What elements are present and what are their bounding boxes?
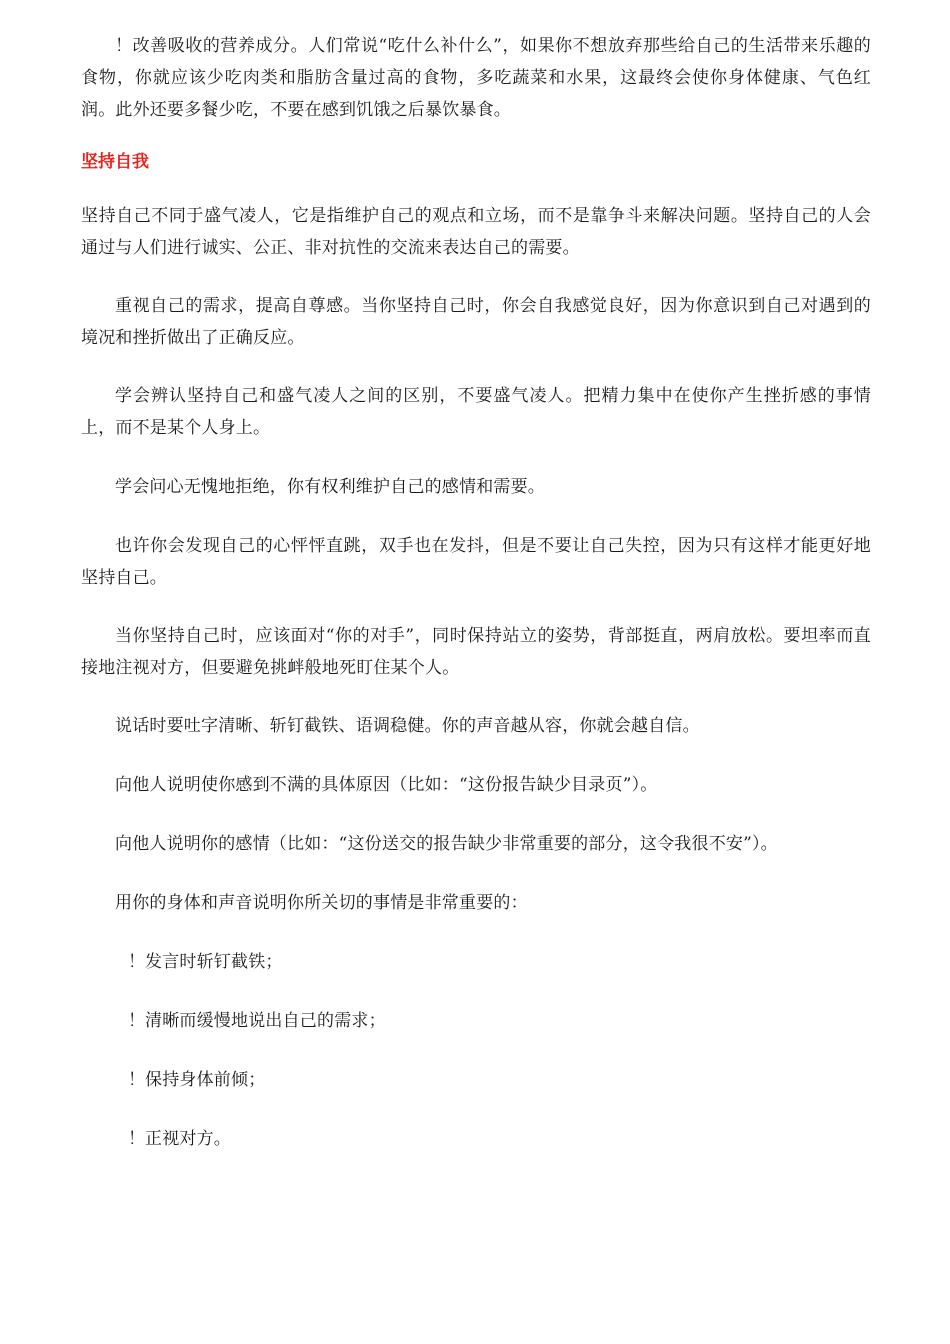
list-item xyxy=(81,1064,871,1096)
document-page xyxy=(81,30,871,1155)
paragraph-voice: 说话时要吐字清晰、斩钉截铁、语调稳健。你的声音越从容，你就会越自信。 xyxy=(115,716,700,736)
section-lead-paragraph: 坚持自己不同于盛气凌人，它是指维护自己的观点和立场，而不是靠争斗来解决问题。坚持自己的人会通过与人们进行诚实、公正、非对抗性的交流来表达自己的需要。 xyxy=(81,206,871,258)
list-item xyxy=(81,1005,871,1037)
paragraph-posture: 当你坚持自己时，应该面对“你的对手”，同时保持站立的姿势，背部挺直，两肩放松。要坦率而直接地注视对方，但要避免挑衅般地死盯住某个人。 xyxy=(81,626,871,678)
paragraph-body-voice: 用你的身体和声音说明你所关切的事情是非常重要的： xyxy=(115,893,528,913)
list-item xyxy=(81,1123,871,1155)
section-heading: 坚持自我 xyxy=(81,152,149,172)
paragraph-reason-example: 向他人说明使你感到不满的具体原因（比如：“这份报告缺少目录页”）。 xyxy=(115,775,658,795)
list-item-text: 正视对方。 xyxy=(145,1129,231,1149)
list-item-text: 保持身体前倾； xyxy=(145,1070,266,1090)
paragraph-feeling-example: 向他人说明你的感情（比如：“这份送交的报告缺少非常重要的部分，这令我很不安”）。 xyxy=(115,834,778,854)
exclamation-bullet-icon: ！ xyxy=(128,1129,146,1149)
paragraph-self-control: 也许你会发现自己的心怦怦直跳，双手也在发抖，但是不要让自己失控，因为只有这样才能更好地坚持自己。 xyxy=(81,536,871,588)
list-item-text: 清晰而缓慢地说出自己的需求； xyxy=(145,1011,386,1031)
paragraph-refuse: 学会问心无愧地拒绝，你有权利维护自己的感情和需要。 xyxy=(115,477,545,497)
exclamation-bullet-icon: ！ xyxy=(128,1011,146,1031)
list-item xyxy=(81,946,871,978)
exclamation-bullet-icon: ！ xyxy=(128,1070,146,1090)
intro-paragraph: ！改善吸收的营养成分。人们常说“吃什么补什么”，如果你不想放弃那些给自己的生活带来乐趣的食物，你就应该少吃肉类和脂肪含量过高的食物，多吃蔬菜和水果，这最终会使你身体健康、气色红润。此外还要多餐少吃，不要在感到饥饿之后暴饮暴食。 xyxy=(81,36,871,120)
exclamation-bullet-icon: ！ xyxy=(128,952,146,972)
paragraph-self-esteem: 重视自己的需求，提高自尊感。当你坚持自己时，你会自我感觉良好，因为你意识到自己对遇到的境况和挫折做出了正确反应。 xyxy=(81,296,871,348)
paragraph-distinguish: 学会辨认坚持自己和盛气凌人之间的区别，不要盛气凌人。把精力集中在使你产生挫折感的事情上，而不是某个人身上。 xyxy=(81,386,871,438)
list-item-text: 发言时斩钉截铁； xyxy=(145,952,283,972)
